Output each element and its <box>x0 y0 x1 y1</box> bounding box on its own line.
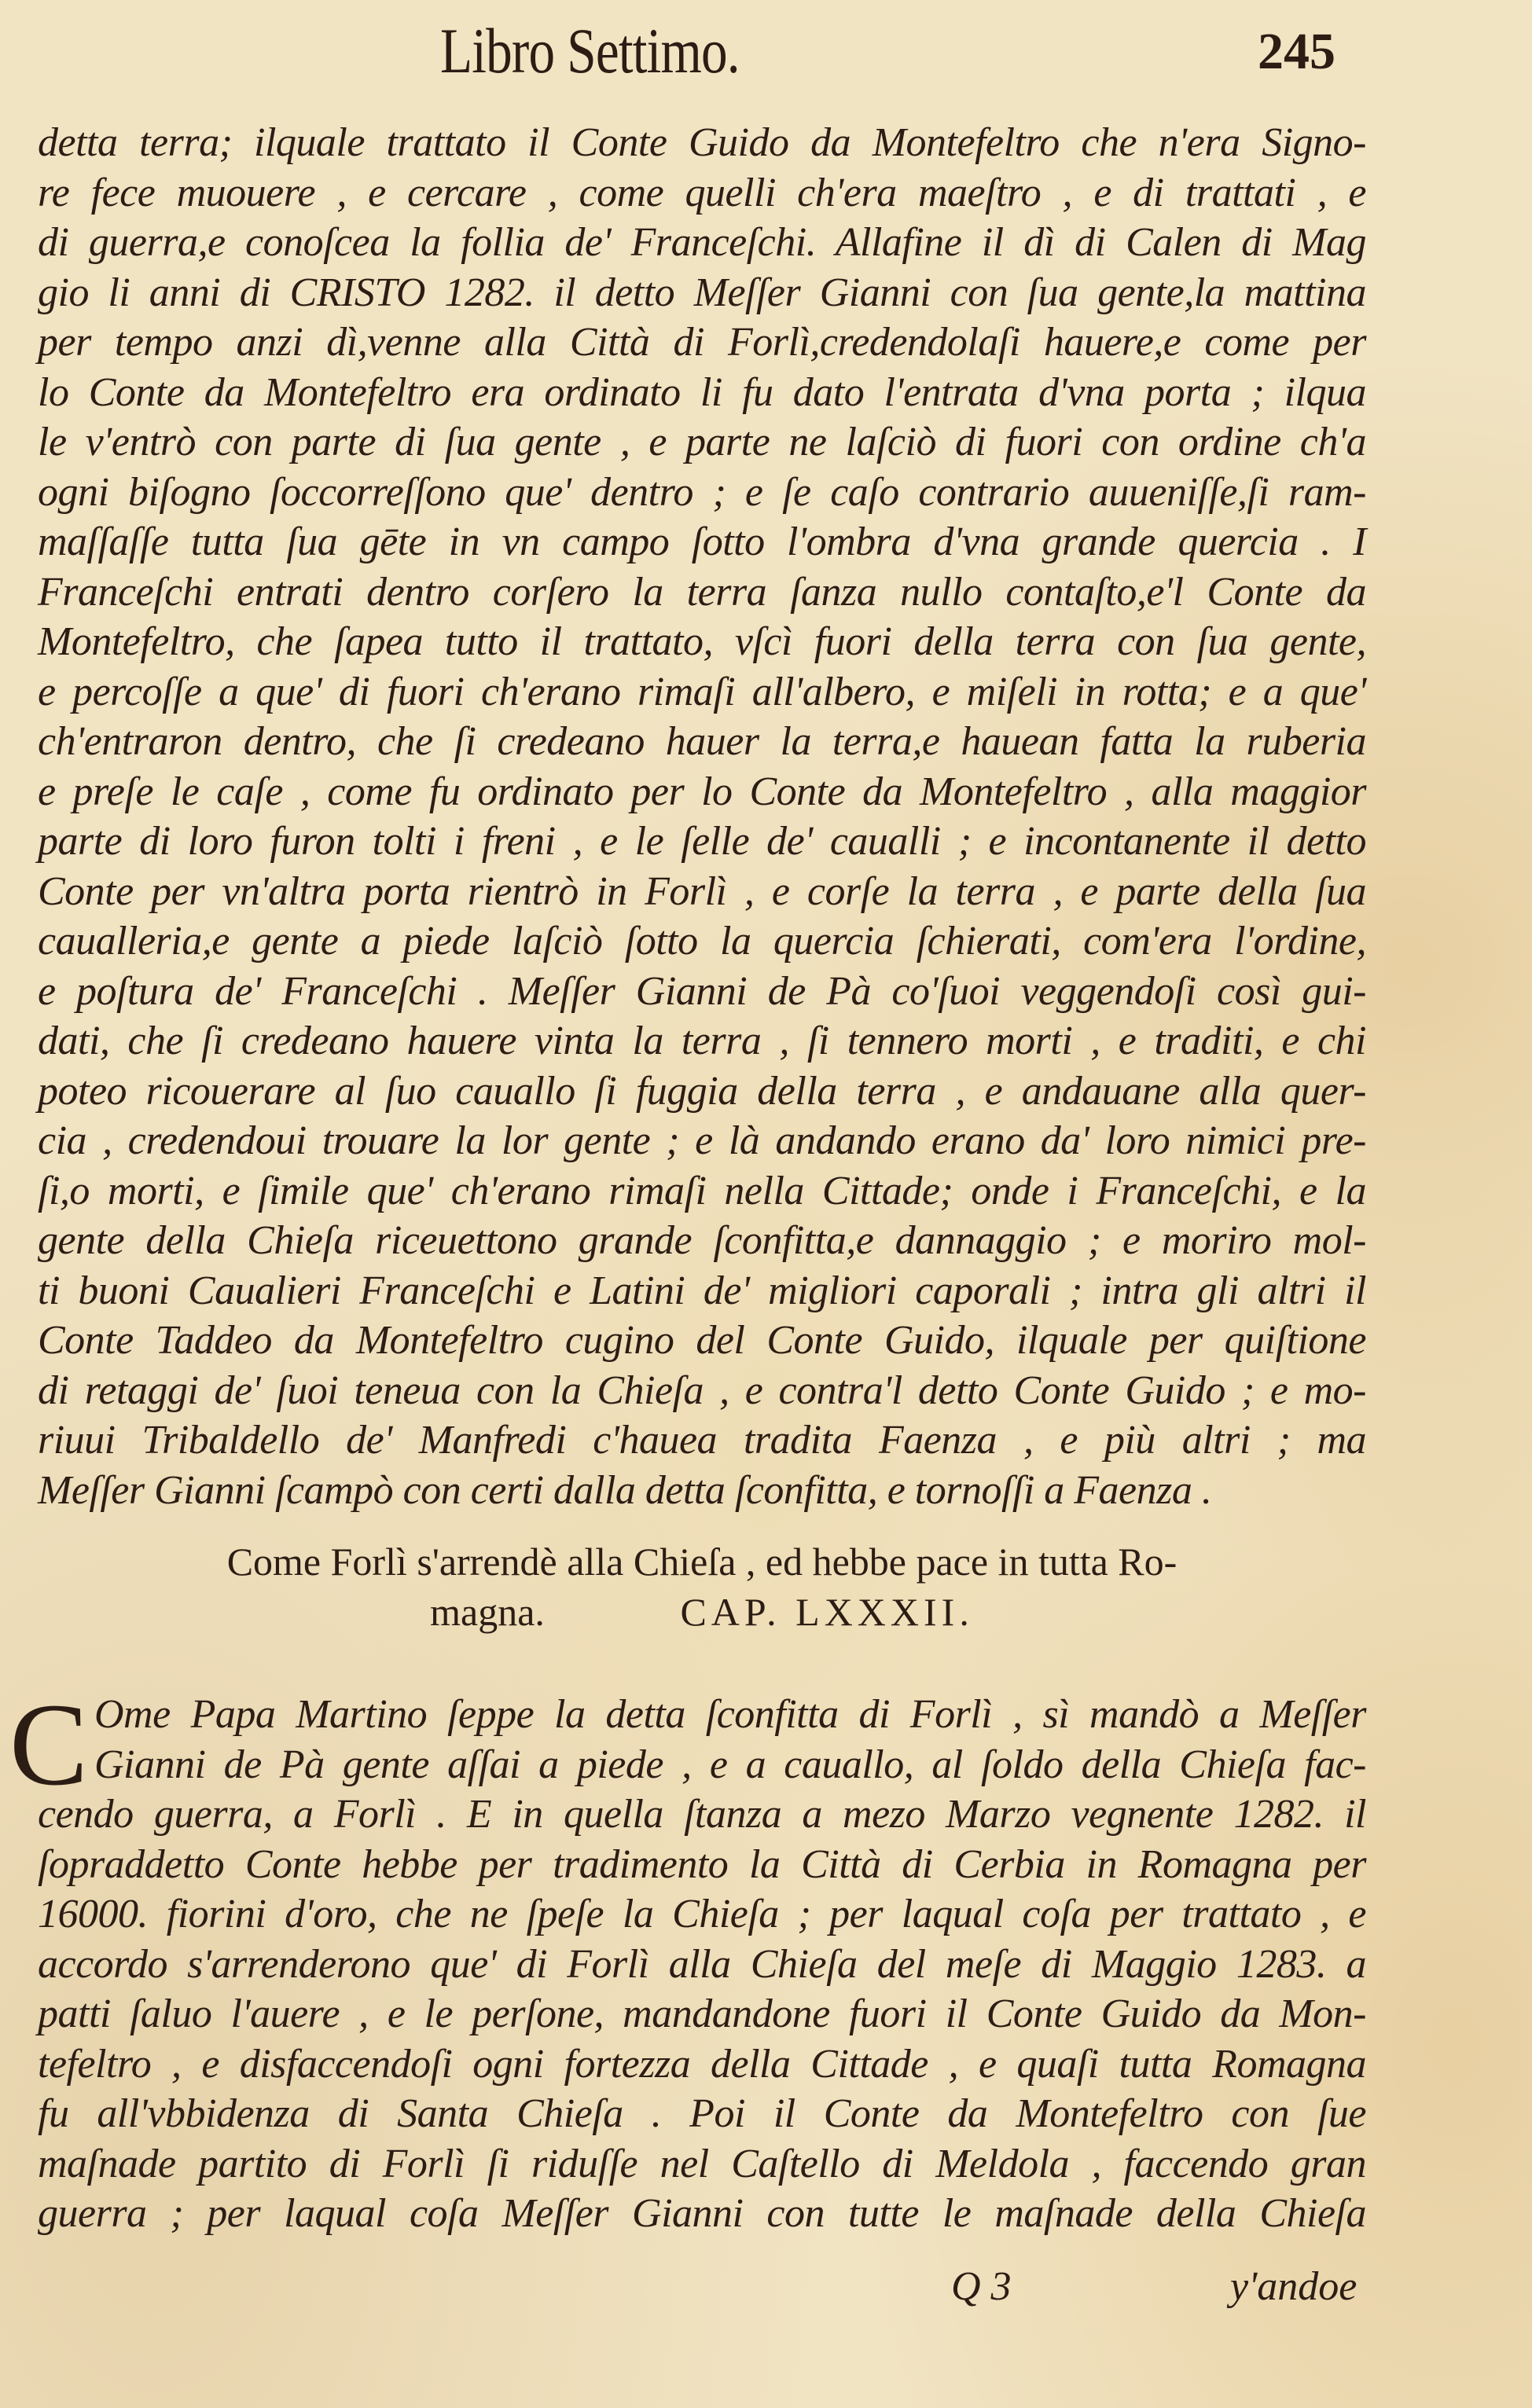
text-line: tefeltro , e disfaccendoſi ogni fortezza della Cittade , e quaſi tutta Romagna <box>38 2041 1366 2087</box>
text-line: riuui Tribaldello de' Manfredi c'hauea tradita Faenza , e più altri ; ma <box>38 1418 1366 1463</box>
text-line: guerra ; per laqual coſa Meſſer Gianni con tutte le maſnade della Chieſa <box>38 2191 1366 2236</box>
text-line: di guerra,e conoſcea la follia de' Franceſchi. Allafine il dì di Calen di Mag <box>38 220 1366 265</box>
text-line: ti buoni Caualieri Franceſchi e Latini de' migliori caporali ; intra gli altri il <box>38 1268 1366 1313</box>
text-line: Gianni de Pà gente aſſai a piede , e a cauallo, al ſoldo della Chieſa fac- <box>94 1742 1366 1787</box>
text-line: e percoſſe a que' di fuori ch'erano rimaſi all'albero, e miſeli in rotta; e a que' <box>38 669 1366 714</box>
page-number: 245 <box>1258 23 1335 80</box>
text-line: re fece muouere , e cercare , come quelli ch'era maeſtro , e di trattati , e <box>38 170 1366 215</box>
text-line: poteo ricouerare al ſuo cauallo ſi fuggia della terra , e andauane alla quer- <box>38 1068 1366 1114</box>
text-line: fu all'vbbidenza di Santa Chieſa . Poi il Conte da Montefeltro con ſue <box>38 2091 1366 2136</box>
signature-mark: Q 3 <box>951 2264 1012 2309</box>
catchword: y'andoe <box>1230 2264 1357 2309</box>
text-line: e preſe le caſe , come fu ordinato per lo Conte da Montefeltro , alla maggior <box>38 769 1366 814</box>
chapter-title-line-2 <box>38 1587 1366 1637</box>
chapter-title-continuation: magna. <box>430 1590 545 1634</box>
text-line: Conte Taddeo da Montefeltro cugino del Conte Guido, ilquale per quiſtione <box>38 1318 1366 1363</box>
text-line: gente della Chieſa riceuettono grande ſconfitta,e dannaggio ; e moriro mol- <box>38 1218 1366 1263</box>
text-line: parte di loro furon tolti i freni , e le ſelle de' caualli ; e incontanente il detto <box>38 819 1366 864</box>
text-line: Meſſer Gianni ſcampò con certi dalla detta ſconfitta, e tornoſſi a Faenza . <box>38 1467 1212 1513</box>
body-text <box>38 118 1366 1515</box>
text-line: Ome Papa Martino ſeppe la detta ſconfitta di Forlì , sì mandò a Meſſer <box>94 1692 1366 1737</box>
drop-cap: C <box>9 1679 89 1810</box>
text-line: ogni biſogno ſoccorreſſono que' dentro ; e ſe caſo contrario auueniſſe,ſi ram- <box>38 469 1366 515</box>
chapter-number: CAP. LXXXII. <box>680 1590 974 1634</box>
text-line: dati, che ſi credeano hauere vinta la terra , ſi tennero morti , e traditi, e chi <box>38 1019 1366 1063</box>
text-line: di retaggi de' ſuoi teneua con la Chieſa , e contra'l detto Conte Guido ; e mo- <box>38 1367 1366 1413</box>
chapter-heading <box>38 1536 1366 1637</box>
text-line: patti ſaluo l'auere , e le perſone, mandandone fuori il Conte Guido da Mon- <box>38 1991 1366 2036</box>
text-line: maſnade partito di Forlì ſi riduſſe nel Caſtello di Meldola , faccendo gran <box>38 2141 1366 2186</box>
text-line: 16000. fiorini d'oro, che ne ſpeſe la Chieſa ; per laqual coſa per trattato , e <box>38 1892 1366 1936</box>
text-line: accordo s'arrenderono que' di Forlì alla Chieſa del meſe di Maggio 1283. a <box>38 1941 1366 1987</box>
text-line: Conte per vn'altra porta rientrò in Forlì , e corſe la terra , e parte della ſua <box>38 868 1366 914</box>
text-line: e poſtura de' Franceſchi . Meſſer Gianni de Pà co'ſuoi veggendoſi così gui- <box>38 968 1366 1014</box>
text-line: maſſaſſe tutta ſua gēte in vn campo ſotto l'ombra d'vna grande quercia . I <box>38 519 1366 564</box>
running-title: Libro Settimo. <box>440 15 740 86</box>
text-line: Franceſchi entrati dentro corſero la terra ſanza nullo contaſto,e'l Conte da <box>38 569 1366 615</box>
text-line: lo Conte da Montefeltro era ordinato li fu dato l'entrata d'vna porta ; ilqua <box>38 369 1366 415</box>
text-line: gio li anni di CRISTO 1282. il detto Meſſer Gianni con ſua gente,la mattina <box>38 270 1366 315</box>
text-line: ch'entraron dentro, che ſi credeano hauer la terra,e hauean fatta la ruberia <box>38 719 1366 764</box>
text-line: caualleria,e gente a piede laſciò ſotto la quercia ſchierati, com'era l'ordine, <box>38 919 1366 964</box>
text-line: cendo guerra, a Forlì . E in quella ſtanza a mezo Marzo vegnente 1282. il <box>38 1792 1366 1837</box>
running-head <box>0 14 1532 101</box>
chapter-title-line-1: Come Forlì s'arrendè alla Chieſa , ed hebbe pace in tutta Ro- <box>226 1540 1177 1584</box>
text-line: detta terra; ilquale trattato il Conte Guido da Montefeltro che n'era Signo- <box>38 120 1366 165</box>
text-line: cia , credendoui trouare la lor gente ; e là andando erano da' loro nimici pre- <box>38 1118 1366 1163</box>
text-line: ſi,o morti, e ſimile que' ch'erano rimaſi nella Cittade; onde i Franceſchi, e la <box>38 1168 1366 1213</box>
text-line: Montefeltro, che ſapea tutto il trattato, vſcì fuori della terra con ſua gente, <box>38 619 1366 664</box>
chapter-body <box>38 1690 1366 2239</box>
text-line: le v'entrò con parte di ſua gente , e parte ne laſciò di fuori con ordine ch'a <box>38 420 1366 464</box>
text-line: ſopraddetto Conte hebbe per tradimento la Città di Cerbia in Romagna per <box>38 1841 1366 1887</box>
text-line: per tempo anzi dì,venne alla Città di Forlì,credendolaſi hauere,e come per <box>38 320 1366 365</box>
